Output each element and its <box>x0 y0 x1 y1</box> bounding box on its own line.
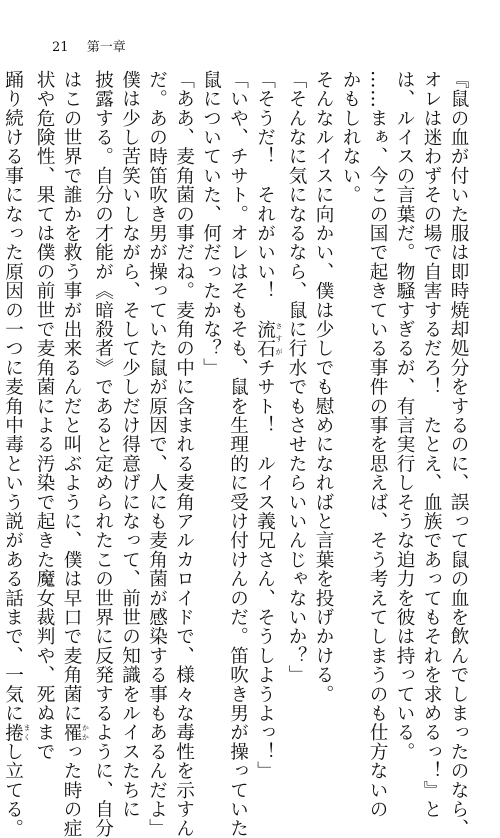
text-line: 「そうだ！ それがいい！ 流石 さすがチサト！ ルイス義兄さん、そうしようよっ！」 <box>254 70 283 781</box>
ruby-annotation: 罹 かか <box>61 722 90 743</box>
ruby-reading: まく <box>23 722 31 743</box>
vertical-body-text <box>0 70 472 838</box>
text-line: かもしれない。 <box>340 70 361 205</box>
text-line: 「そんなに気になるなら、鼠に行水でもさせたらいいんじゃないか？」 <box>286 70 307 685</box>
text-line: オレは迷わずその場で自害するだろ！ たとえ、血族であってもそれを求めるっ！』と <box>421 70 442 819</box>
text-line: 「いや、チサト。オレはそもそも、鼠を生理的に受け付けんのだ。笛吹き男が操っていた <box>227 70 249 838</box>
text-line: 披露する。自分の才能が《暗殺者》であると定められたこの世界に反発するように、自分 <box>92 70 114 838</box>
ruby-reading: さすが <box>275 319 283 359</box>
ruby-annotation: 捲 まく <box>2 722 31 743</box>
text-line: だ。あの時笛吹き男が操っていた鼠が原因で、人にも麦角菌が感染する事もあるんだよ」 <box>146 70 168 838</box>
ruby-reading: かか <box>81 722 90 743</box>
running-header <box>52 40 126 56</box>
page-number: 21 <box>52 40 69 55</box>
text-line: そんなルイスに向かい、僕は少しでも慰めになればと言葉を投げかける。 <box>313 70 334 704</box>
text-line: はこの世界で誰かを救う事が出来るんだと叫ぶように、僕は早口で麦角菌に罹 かかった時の症 <box>61 70 90 838</box>
text-line: ……まぁ、今この国で起きている事件の事を思えば、そう考えてしまうのも仕方ないの <box>367 70 388 819</box>
text-line: 「ああ、麦角菌の事だね。麦角の中に含まれる麦角アルカロイドで、様々な毒性を示すん <box>173 70 195 838</box>
text-line: 状や危険性、果ては僕の前世で麦角菌による汚染で起きた魔女裁判や、死ぬまで <box>34 70 55 762</box>
text-line: は、ルイスの言葉だ。物騒すぎるが、有言実行しそうな迫力を彼は持っている。 <box>394 70 415 762</box>
text-line: 鼠についていた、何だったかな？」 <box>200 70 222 378</box>
text-line: 僕は少し苦笑いしながら、そして少しだけ得意げになって、前世の知識をルイスたちに <box>119 70 141 819</box>
ruby-annotation: 流石 さすが <box>254 319 283 359</box>
text-line: 踊り続ける事になった原因の一つに麦角中毒という説がある話まで、一気に捲 まくし立てる。 <box>2 70 31 838</box>
text-line: 『鼠の血が付いた服は即時焼却処分をするのに、誤って鼠の血を飲んでしまったのなら、 <box>448 70 469 838</box>
chapter-title: 第一章 <box>86 40 126 55</box>
